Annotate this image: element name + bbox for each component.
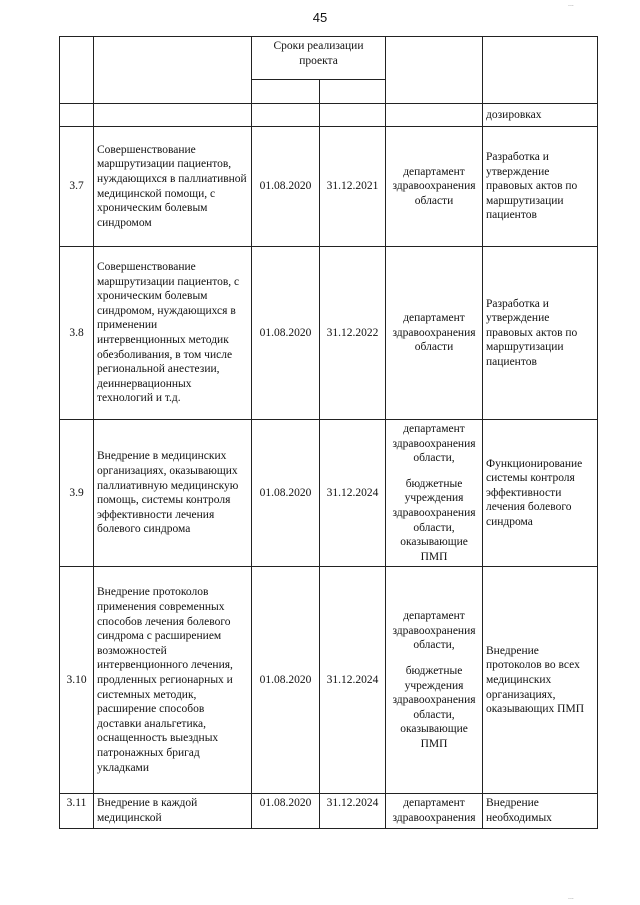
responsible-text: департамент здравоохранения — [392, 797, 476, 824]
table-row — [60, 127, 598, 247]
table-header-row — [60, 37, 598, 80]
row-number: 3.8 — [60, 247, 94, 420]
activity-name: Внедрение в медицинских организациях, оказывающих паллиативную медицинскую помощь, системы контроля эффективности лечения болевого синдрома — [94, 420, 252, 567]
continuation-cell — [252, 104, 320, 127]
row-number: 3.11 — [60, 794, 94, 828]
start-date: 01.08.2020 — [252, 127, 320, 247]
activity-plan-table — [59, 36, 598, 829]
responsible-party — [386, 127, 483, 247]
end-date: 31.12.2022 — [320, 247, 386, 420]
responsible-party — [386, 794, 483, 828]
table-row — [60, 420, 598, 567]
end-date: 31.12.2024 — [320, 794, 386, 828]
continuation-cell — [386, 104, 483, 127]
expected-result: Разработка и утверждение правовых актов по маршрутизации пациентов — [483, 247, 598, 420]
row-number: 3.10 — [60, 567, 94, 794]
header-number-cell — [60, 37, 94, 104]
header-responsible-cell — [386, 37, 483, 104]
table-row — [60, 794, 598, 828]
start-date: 01.08.2020 — [252, 794, 320, 828]
continuation-cell — [94, 104, 252, 127]
continuation-row — [60, 104, 598, 127]
expected-result: Внедрение протоколов во всех медицинских организациях, оказывающих ПМП — [483, 567, 598, 794]
page-number: 45 — [312, 10, 328, 25]
activity-name: Совершенствование маршрутизации пациентов, с хроническим болевым синдромом, нуждающихся в применении интервенционных методик обезболивания, в том числе региональной анестезии, деиннервационных технологий и т.д. — [94, 247, 252, 420]
continuation-cell — [320, 104, 386, 127]
start-date: 01.08.2020 — [252, 420, 320, 567]
bottom-corner-mark: ... — [568, 894, 574, 901]
continuation-cell — [60, 104, 94, 127]
responsible-text: департамент здравоохранения области, — [392, 423, 476, 465]
responsible-text: бюджетные учреждения здравоохранения области, оказывающие ПМП — [392, 477, 476, 563]
table-row — [60, 247, 598, 420]
responsible-text: департамент здравоохранения области — [392, 165, 476, 207]
header-name-cell — [94, 37, 252, 104]
expected-result: Функционирование системы контроля эффективности лечения болевого синдрома — [483, 420, 598, 567]
top-corner-mark: ... — [568, 1, 574, 8]
header-end-cell — [320, 80, 386, 104]
table-row — [60, 567, 598, 794]
header-deadlines: Сроки реализации проекта — [252, 37, 386, 80]
header-result-cell — [483, 37, 598, 104]
expected-result: Внедрение необходимых — [483, 794, 598, 828]
responsible-text: бюджетные учреждения здравоохранения области, оказывающие ПМП — [392, 664, 476, 750]
activity-name: Внедрение протоколов применения современных способов лечения болевого синдрома с расширением возможностей интервенционного лечения, продленных регионарных и системных методик, расширение способов доставки анальгетика, оснащенность выездных патронажных бригад укладками — [94, 567, 252, 794]
row-number: 3.7 — [60, 127, 94, 247]
start-date: 01.08.2020 — [252, 247, 320, 420]
activity-name: Внедрение в каждой медицинской — [94, 794, 252, 828]
end-date: 31.12.2024 — [320, 567, 386, 794]
expected-result: Разработка и утверждение правовых актов по маршрутизации пациентов — [483, 127, 598, 247]
responsible-party — [386, 247, 483, 420]
end-date: 31.12.2024 — [320, 420, 386, 567]
end-date: 31.12.2021 — [320, 127, 386, 247]
activity-name: Совершенствование маршрутизации пациентов, нуждающихся в паллиативной медицинской помощи, с хроническим болевым синдромом — [94, 127, 252, 247]
responsible-party — [386, 420, 483, 567]
continuation-result: дозировках — [483, 104, 598, 127]
header-start-cell — [252, 80, 320, 104]
responsible-text: департамент здравоохранения области — [392, 312, 476, 354]
row-number: 3.9 — [60, 420, 94, 567]
responsible-text: департамент здравоохранения области, — [392, 610, 476, 652]
responsible-party — [386, 567, 483, 794]
start-date: 01.08.2020 — [252, 567, 320, 794]
